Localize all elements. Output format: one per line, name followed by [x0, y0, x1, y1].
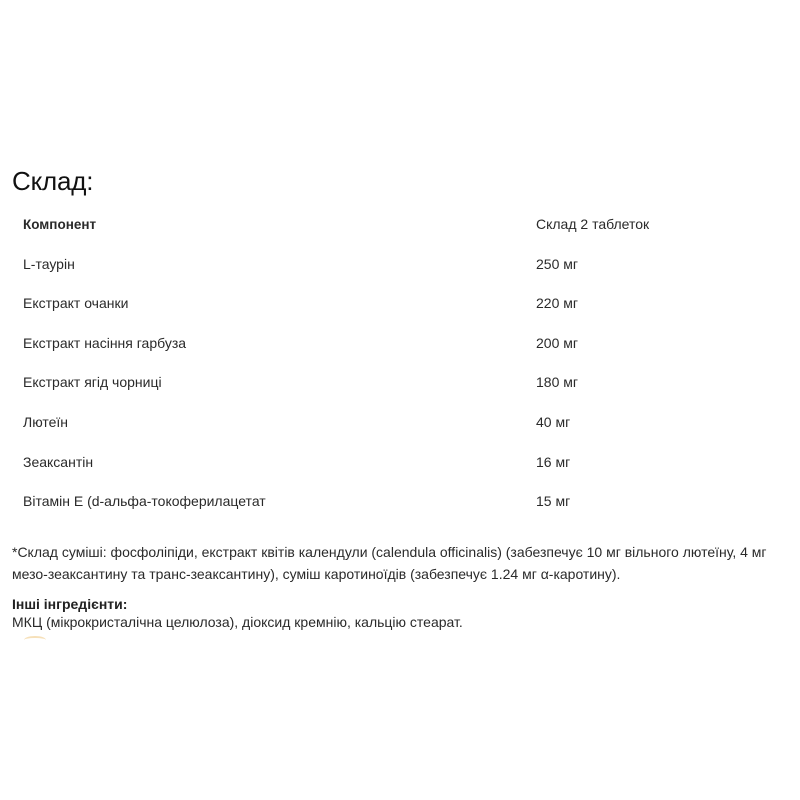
other-ingredients-text: МКЦ (мікрокристалічна целюлоза), діоксид кремнію, кальцію стеарат.: [12, 614, 463, 630]
component-name: Вітамін Е (d-альфа-токоферилацетат: [23, 493, 266, 510]
component-amount: 40 мг: [536, 413, 571, 430]
component-name: Лютеїн: [23, 413, 69, 430]
column-header-component: Компонент: [23, 217, 97, 232]
decorative-accent-mark: [24, 636, 46, 644]
component-name: Екстракт насіння гарбуза: [23, 334, 187, 351]
component-amount: 16 мг: [536, 453, 571, 470]
component-amount: 220 мг: [536, 295, 578, 312]
component-amount: 250 мг: [536, 255, 578, 272]
component-name: L-таурін: [23, 255, 75, 272]
table-header-row: [0, 205, 800, 245]
table-row: [0, 482, 800, 522]
mixture-footnote: *Склад суміші: фосфоліпіди, екстракт квітів календули (calendula officinalis) (забезпечує 10 мг вільного лютеїну, 4 мг мезо-зеаксантину та транс-зеаксантину), суміш каротиноїдів (забезпечує 1.24 мг α-каротину).: [12, 544, 767, 582]
component-amount: 15 мг: [536, 493, 571, 510]
component-amount: 200 мг: [536, 334, 578, 351]
page-title: Склад:: [12, 166, 94, 196]
component-name: Екстракт ягід чорниці: [23, 374, 162, 391]
component-name: Зеаксантін: [23, 453, 94, 470]
composition-table: [0, 205, 800, 522]
column-header-amount: Склад 2 таблеток: [536, 216, 650, 232]
table-row: [0, 284, 800, 324]
other-ingredients-heading: Інші інгредієнти:: [12, 596, 128, 612]
table-row: [0, 403, 800, 443]
table-row: [0, 324, 800, 364]
table-row: [0, 443, 800, 483]
table-row: [0, 245, 800, 285]
table-row: [0, 363, 800, 403]
component-amount: 180 мг: [536, 374, 578, 391]
component-name: Екстракт очанки: [23, 295, 129, 312]
